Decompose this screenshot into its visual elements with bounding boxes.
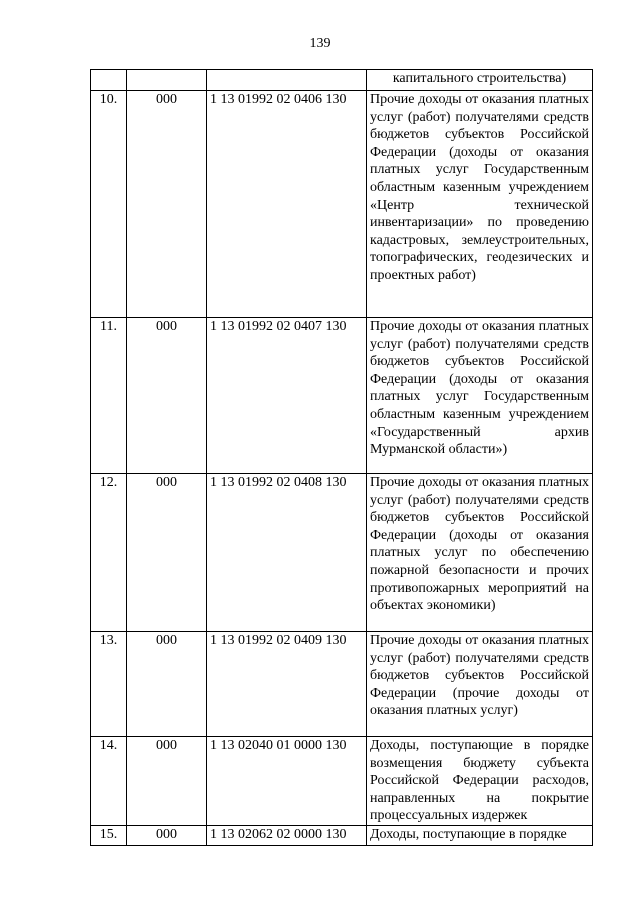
table-row [91, 737, 593, 826]
cell-number: 13. [91, 632, 127, 737]
cell-budget-code [207, 70, 367, 91]
table-row [91, 474, 593, 632]
cell-admin-code: 000 [127, 825, 207, 845]
table-row [91, 70, 593, 91]
cell-number: 14. [91, 737, 127, 826]
cell-budget-code: 1 13 02040 01 0000 130 [207, 737, 367, 826]
cell-number [91, 70, 127, 91]
cell-budget-code: 1 13 02062 02 0000 130 [207, 825, 367, 845]
cell-description: Доходы, поступающие в порядке [367, 825, 593, 845]
cell-number: 12. [91, 474, 127, 632]
revenue-codes-table [90, 69, 593, 846]
cell-description: Прочие доходы от оказания платных услуг (работ) получателями средств бюджетов субъектов Российской Федерации (доходы от оказания платных услуг Государственным областным казенным учреждением «Государственный архив Мурманской области») [367, 318, 593, 474]
cell-budget-code: 1 13 01992 02 0406 130 [207, 91, 367, 318]
table-row [91, 318, 593, 474]
table-row [91, 91, 593, 318]
cell-admin-code: 000 [127, 737, 207, 826]
cell-admin-code: 000 [127, 91, 207, 318]
cell-budget-code: 1 13 01992 02 0407 130 [207, 318, 367, 474]
table-row [91, 825, 593, 845]
cell-description: Доходы, поступающие в порядке возмещения бюджету субъекта Российской Федерации расходов, направленных на покрытие процессуальных издержек [367, 737, 593, 826]
page-number: 139 [309, 36, 331, 51]
cell-admin-code: 000 [127, 632, 207, 737]
cell-description: Прочие доходы от оказания платных услуг (работ) получателями средств бюджетов субъектов Российской Федерации (доходы от оказания платных услуг Государственным областным казенным учреждением «Центр технической инвентаризации» по проведению кадастровых, землеустроительных, топографических, геодезических и проектных работ) [367, 91, 593, 318]
cell-budget-code: 1 13 01992 02 0409 130 [207, 632, 367, 737]
cell-admin-code: 000 [127, 318, 207, 474]
cell-number: 10. [91, 91, 127, 318]
cell-number: 15. [91, 825, 127, 845]
cell-budget-code: 1 13 01992 02 0408 130 [207, 474, 367, 632]
cell-number: 11. [91, 318, 127, 474]
cell-admin-code: 000 [127, 474, 207, 632]
cell-admin-code [127, 70, 207, 91]
cell-description: Прочие доходы от оказания платных услуг (работ) получателями средств бюджетов субъектов Российской Федерации (доходы от оказания платных услуг по обеспечению пожарной безопасности и прочих противопожарных мероприятий на объектах экономики) [367, 474, 593, 632]
cell-description: Прочие доходы от оказания платных услуг (работ) получателями средств бюджетов субъектов Российской Федерации (прочие доходы от оказания платных услуг) [367, 632, 593, 737]
table-row [91, 632, 593, 737]
cell-description: капитального строительства) [367, 70, 593, 91]
